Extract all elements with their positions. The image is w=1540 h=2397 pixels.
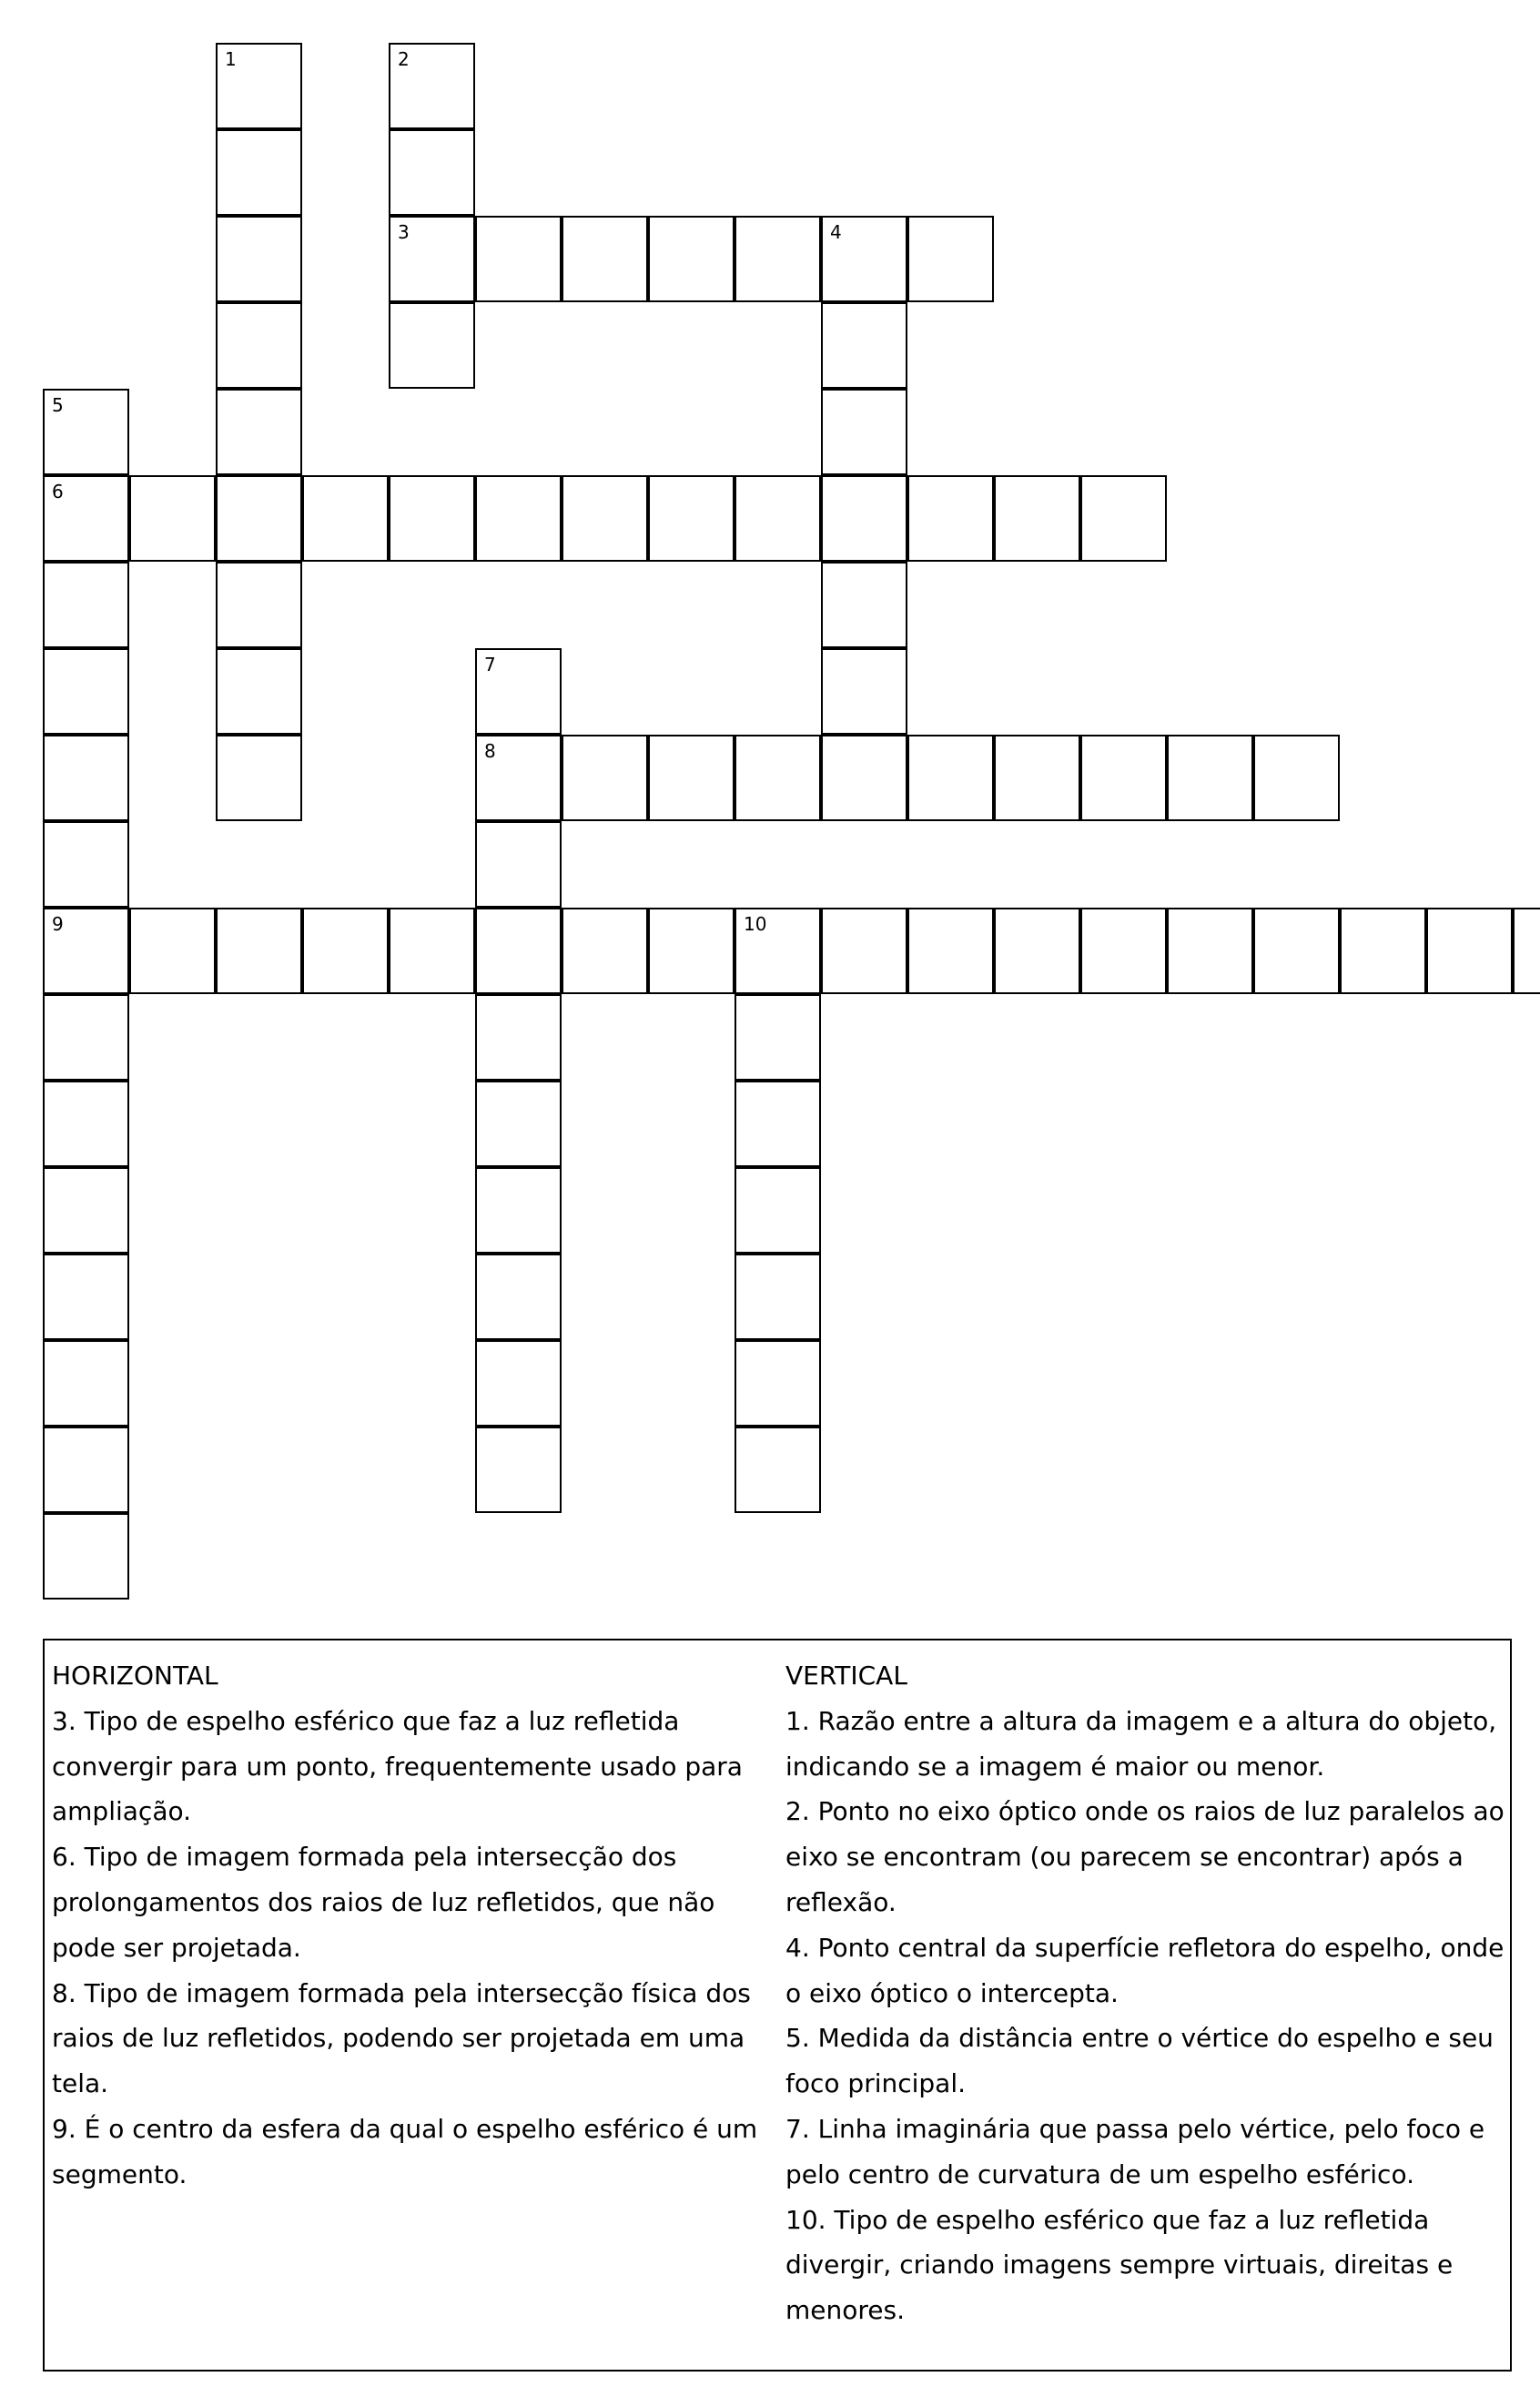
clue-number: 1 bbox=[225, 48, 237, 70]
crossword-cell[interactable] bbox=[821, 216, 907, 302]
clue-across-9: 9. É o centro da esfera da qual o espelho esférico é um segmento. bbox=[52, 2113, 758, 2189]
crossword-cell[interactable] bbox=[735, 475, 821, 562]
crossword-cell[interactable] bbox=[475, 1254, 562, 1340]
crossword-cell[interactable] bbox=[1426, 908, 1513, 994]
crossword-cell[interactable] bbox=[475, 994, 562, 1081]
crossword-cell[interactable] bbox=[994, 735, 1080, 821]
crossword-cell[interactable] bbox=[1167, 908, 1253, 994]
clue-number: 6 bbox=[52, 481, 64, 503]
crossword-cell[interactable] bbox=[43, 908, 129, 994]
clue-down-10: 10. Tipo de espelho esférico que faz a luz refletida divergir, criando imagens sempre virtuais, direitas e menores. bbox=[785, 2204, 1454, 2326]
crossword-cell[interactable] bbox=[43, 1081, 129, 1167]
crossword-cell[interactable] bbox=[43, 648, 129, 735]
clue-down-2: 2. Ponto no eixo óptico onde os raios de luz paralelos ao eixo se encontram (ou parecem se encontrar) após a reflexão. bbox=[785, 1796, 1505, 1917]
crossword-cell[interactable] bbox=[43, 389, 129, 475]
clue-number: 3 bbox=[398, 221, 410, 243]
crossword-cell[interactable] bbox=[735, 1340, 821, 1427]
crossword-cell[interactable] bbox=[562, 908, 648, 994]
crossword-cell[interactable] bbox=[389, 475, 475, 562]
crossword-cell[interactable] bbox=[475, 216, 562, 302]
crossword-cell[interactable] bbox=[302, 908, 389, 994]
crossword-cell[interactable] bbox=[735, 908, 821, 994]
clues-vertical bbox=[785, 1653, 1505, 2333]
crossword-cell[interactable] bbox=[216, 735, 302, 821]
crossword-cell[interactable] bbox=[735, 216, 821, 302]
crossword-cell[interactable] bbox=[43, 1513, 129, 1600]
crossword-cell[interactable] bbox=[821, 648, 907, 735]
crossword-cell[interactable] bbox=[648, 216, 735, 302]
crossword-cell[interactable] bbox=[1513, 908, 1540, 994]
crossword-cell[interactable] bbox=[389, 43, 475, 129]
clue-down-4: 4. Ponto central da superfície refletora do espelho, onde o eixo óptico o intercepta. bbox=[785, 1932, 1505, 2008]
clue-number: 8 bbox=[484, 740, 496, 762]
clue-number: 7 bbox=[484, 654, 496, 675]
crossword-cell[interactable] bbox=[216, 302, 302, 389]
crossword-cell[interactable] bbox=[389, 129, 475, 216]
crossword-cell[interactable] bbox=[43, 1167, 129, 1254]
crossword-cell[interactable] bbox=[475, 908, 562, 994]
crossword-cell[interactable] bbox=[475, 821, 562, 908]
crossword-cell[interactable] bbox=[821, 389, 907, 475]
clue-down-7: 7. Linha imaginária que passa pelo vértice, pelo foco e pelo centro de curvatura de um espelho esférico. bbox=[785, 2113, 1485, 2189]
crossword-cell[interactable] bbox=[216, 43, 302, 129]
crossword-cell[interactable] bbox=[475, 735, 562, 821]
crossword-cell[interactable] bbox=[216, 389, 302, 475]
crossword-cell[interactable] bbox=[994, 475, 1080, 562]
clue-down-1: 1. Razão entre a altura da imagem e a altura do objeto, indicando se a imagem é maior ou menor. bbox=[785, 1705, 1497, 1782]
crossword-cell[interactable] bbox=[907, 735, 994, 821]
crossword-cell[interactable] bbox=[1080, 735, 1167, 821]
crossword-cell[interactable] bbox=[43, 475, 129, 562]
crossword-cell[interactable] bbox=[648, 475, 735, 562]
crossword-cell[interactable] bbox=[389, 908, 475, 994]
crossword-cell[interactable] bbox=[43, 821, 129, 908]
crossword-cell[interactable] bbox=[216, 648, 302, 735]
clue-number: 4 bbox=[830, 221, 842, 243]
crossword-cell[interactable] bbox=[475, 1081, 562, 1167]
crossword-cell[interactable] bbox=[735, 994, 821, 1081]
crossword-cell[interactable] bbox=[129, 475, 216, 562]
clues-vertical-heading: VERTICAL bbox=[785, 1661, 907, 1691]
crossword-cell[interactable] bbox=[821, 302, 907, 389]
crossword-cell[interactable] bbox=[43, 994, 129, 1081]
clues-horizontal-heading: HORIZONTAL bbox=[52, 1661, 218, 1691]
clue-number: 10 bbox=[744, 913, 767, 935]
crossword-cell[interactable] bbox=[735, 1427, 821, 1513]
crossword-cell[interactable] bbox=[821, 475, 907, 562]
crossword-cell[interactable] bbox=[1167, 735, 1253, 821]
crossword-cell[interactable] bbox=[216, 475, 302, 562]
crossword-cell[interactable] bbox=[562, 735, 648, 821]
clue-across-6: 6. Tipo de imagem formada pela intersecção dos prolongamentos dos raios de luz refletidos, que não pode ser projetada. bbox=[52, 1842, 715, 1963]
crossword-cell[interactable] bbox=[43, 1427, 129, 1513]
crossword-cell[interactable] bbox=[43, 562, 129, 648]
crossword-cell[interactable] bbox=[907, 908, 994, 994]
crossword-cell[interactable] bbox=[821, 735, 907, 821]
crossword-cell[interactable] bbox=[475, 475, 562, 562]
clue-number: 9 bbox=[52, 913, 64, 935]
crossword-cell[interactable] bbox=[735, 735, 821, 821]
clue-number: 5 bbox=[52, 394, 64, 416]
crossword-cell[interactable] bbox=[562, 216, 648, 302]
crossword-cell[interactable] bbox=[475, 648, 562, 735]
crossword-cell[interactable] bbox=[735, 1167, 821, 1254]
crossword-cell[interactable] bbox=[648, 735, 735, 821]
crossword-cell[interactable] bbox=[907, 216, 994, 302]
crossword-cell[interactable] bbox=[129, 908, 216, 994]
clue-across-8: 8. Tipo de imagem formada pela intersecção física dos raios de luz refletidos, podendo ser projetada em uma tela. bbox=[52, 1977, 751, 2099]
crossword-cell[interactable] bbox=[216, 216, 302, 302]
crossword-cell[interactable] bbox=[735, 1081, 821, 1167]
crossword-cell[interactable] bbox=[735, 1254, 821, 1340]
crossword-cell[interactable] bbox=[389, 216, 475, 302]
clue-number: 2 bbox=[398, 48, 410, 70]
crossword-cell[interactable] bbox=[43, 1254, 129, 1340]
crossword-cell[interactable] bbox=[648, 908, 735, 994]
crossword-cell[interactable] bbox=[562, 475, 648, 562]
crossword-cell[interactable] bbox=[1080, 908, 1167, 994]
crossword-cell[interactable] bbox=[216, 562, 302, 648]
crossword-cell[interactable] bbox=[43, 1340, 129, 1427]
crossword-cell[interactable] bbox=[389, 302, 475, 389]
clues-box bbox=[43, 1639, 1512, 2372]
crossword-cell[interactable] bbox=[1253, 735, 1340, 821]
crossword-cell[interactable] bbox=[1253, 908, 1340, 994]
crossword-cell[interactable] bbox=[1340, 908, 1426, 994]
crossword-cell[interactable] bbox=[821, 562, 907, 648]
clue-across-3: 3. Tipo de espelho esférico que faz a luz refletida convergir para um ponto, frequentemente usado para ampliação. bbox=[52, 1705, 743, 1827]
crossword-cell[interactable] bbox=[475, 1427, 562, 1513]
crossword-cell[interactable] bbox=[1080, 475, 1167, 562]
crossword-cell[interactable] bbox=[994, 908, 1080, 994]
crossword-cell[interactable] bbox=[475, 1167, 562, 1254]
crossword-cell[interactable] bbox=[475, 1340, 562, 1427]
clue-down-5: 5. Medida da distância entre o vértice do espelho e seu foco principal. bbox=[785, 2023, 1494, 2099]
crossword-cell[interactable] bbox=[43, 735, 129, 821]
clues-horizontal bbox=[52, 1653, 780, 2198]
crossword-cell[interactable] bbox=[216, 908, 302, 994]
crossword-cell[interactable] bbox=[907, 475, 994, 562]
crossword-cell[interactable] bbox=[821, 908, 907, 994]
crossword-cell[interactable] bbox=[302, 475, 389, 562]
crossword-cell[interactable] bbox=[216, 129, 302, 216]
